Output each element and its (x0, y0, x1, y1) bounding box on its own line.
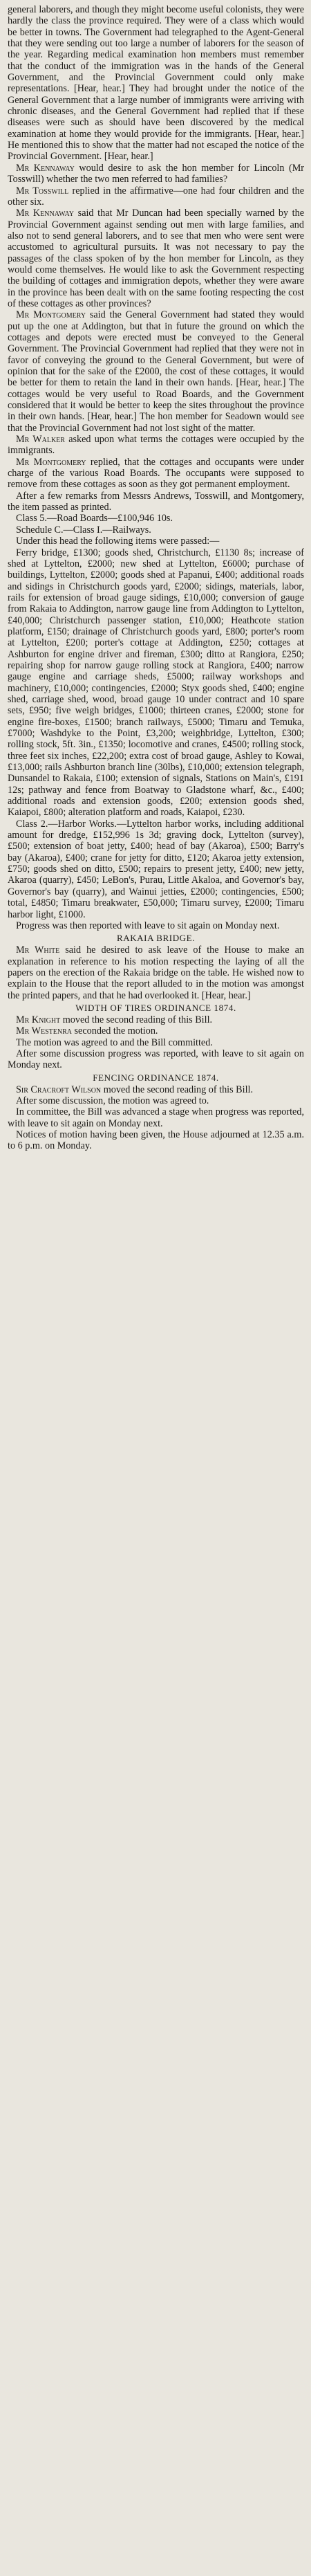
paragraph (8, 513, 304, 524)
paragraph (8, 163, 304, 185)
speaker-name: Sir Cracroft Wilson (16, 1084, 102, 1095)
speaker-name: Mr Kennaway (16, 162, 75, 174)
paragraph (8, 1048, 304, 1071)
paragraph-text: After some discussion progress was reported, with leave to sit again on Monday next. (8, 1048, 304, 1071)
paragraph-text: Class 5.—Road Boards—£100,946 10s. (16, 513, 173, 524)
paragraph-text: Notices of motion having been given, the House adjourned at 12.35 a.m. to 6 p.m. on Monday. (8, 1129, 304, 1152)
paragraph-text: said that Mr Duncan had been specially warned by the Provincial Government against sending out men with large families, and also not to send general laborers, and to see that men who were sent were accustomed to agricultural pursuits. It was not necessary to pay the passages of the class spoken of by the hon member for Lincoln, as they would come themselves. He would like to ask the Government respecting the building of cottages and immigration depots, whether they were aware in the province has been dealt with on the same footing respecting the cost of these cottages as other provinces? (8, 208, 305, 309)
paragraph (8, 1095, 304, 1106)
paragraph-text: asked upon what terms the cottages were occupied by the immigrants. (8, 434, 305, 457)
speaker-name: Mr Montgomery (16, 309, 86, 321)
paragraph-text: In committee, the Bill was advanced a stage when progress was reported, with leave to sit again on Monday next. (8, 1106, 304, 1129)
paragraph (8, 536, 304, 547)
paragraph-text: Under this head the following items were passed:— (16, 536, 220, 547)
speaker-name: Mr White (16, 944, 60, 956)
speaker-name: Mr Montgomery (16, 456, 86, 468)
paragraph (8, 4, 304, 163)
paragraph-text: replied, that the cottages and occupants were under charge of the various Road Boards. The occupants were supposed to remove from these cottages as soon as they got permanent employment. (8, 456, 304, 491)
paragraph (8, 920, 304, 931)
paragraph (8, 185, 304, 208)
paragraph-text: would desire to ask the hon member for Lincoln (Mr Tosswill) whether the two men referred to had families? (8, 162, 305, 185)
speaker-name: Mr Tosswill (16, 185, 69, 197)
paragraph (8, 309, 304, 434)
paragraph (8, 1106, 304, 1129)
paragraph (8, 1084, 304, 1095)
paragraph (8, 1037, 304, 1048)
paragraph-text: Class 2.—Harbor Works.—Lyttelton harbor works, including additional amount for dredge, £152,996 1s 3d; graving dock, Lyttelton (survey), £500; extension of boat jetty, £400; head of bay (Akaroa), £500; Barry's bay (Akaroa), £400; crane for jetty for ditto, £120; Akaroa jetty extension, £750; goods shed on ditto, £500; repairs to present jetty, £400; new jetty, Akaroa (quarry), £450; LeBon's, Purau, Little Akaloa, and Governor's bay, Governor's bay (quarry), and Wainui jetties, £2000; contingencies, £500; total, £4850; Timaru breakwater, £50,000; Timaru survey, £2000; Timaru harbor light, £1000. (8, 818, 304, 920)
speaker-name: Mr Walker (16, 434, 65, 446)
paragraph-text: said he desired to ask leave of the House to make an explanation in reference to his motion respecting the laying of all the papers on the erection of the Rakaia bridge on the table. He wished now to explain to the House that the report alluded to in the motion was amongst the printed papers, and that he had overlooked it. [Hear, hear.] (8, 944, 304, 1001)
speaker-name: Mr Kennaway (16, 208, 75, 219)
speaker-name: Mr Knight (16, 1014, 61, 1025)
paragraph (8, 457, 304, 491)
paragraph (8, 547, 304, 819)
paragraph-text: moved the second reading of this Bill. (62, 1014, 213, 1025)
section-heading: RAKAIA BRIDGE. (116, 933, 196, 944)
paragraph-text: general laborers, and though they might become useful colonists, they were hardly the class the province required. They were of a class which would be better in towns. The Government had telegraphed to the Agent-General that they were sending out too large a number of laborers for the season of the year. Regarding medical examination hon members must remember that the conduct of the immigration was in the hands of the General Government, and the Provincial Government could only make representations. [Hear, hear.] They had brought under the notice of the General Government that a large number of immigrants were arriving with chronic diseases, and the General Government had replied that if these diseases were such as should have been discovered by the medical examination at home they would provide for the immigrants. [Hear, hear.] He mentioned this to show that the matter had not escaped the notice of the Provincial Government. [Hear, hear.] (8, 4, 304, 163)
section-heading: WIDTH OF TIRES ORDINANCE 1874. (75, 1002, 236, 1013)
paragraph-text: The motion was agreed to and the Bill committed. (16, 1036, 213, 1048)
paragraph (8, 1014, 304, 1025)
paragraph-text: said the General Government had stated they would put up the one at Addington, but that in future the ground on which the cottages and depots were erected must be conveyed to the General Government. The Provincial Government had replied that they were not in favor of conveying the ground to the General Government, but were of opinion that for the sake of the £2000, the cost of these cottages, it would be better for them to retain the land in their own hands. [Hear, hear.] The cottages would be very useful to Road Boards, and the Government considered that it would be better to keep the sites throughout the province in their own hands. [Hear, hear.] The hon member for Seadown would see that the Provincial Government had not lost sight of the matter. (8, 309, 304, 434)
paragraph-text: Schedule C.—Class I.—Railways. (16, 524, 151, 536)
paragraph-text: replied in the affirmative—one had four children and the other six. (8, 185, 304, 208)
paragraph-text: After a few remarks from Messrs Andrews, Tosswill, and Montgomery, the item passed as printed. (8, 490, 304, 513)
paragraph-text: moved the second reading of this Bill. (103, 1084, 254, 1095)
section-heading: FENCING ORDINANCE 1874. (93, 1072, 219, 1083)
paragraph (8, 434, 304, 457)
paragraph-text: After some discussion, the motion was agreed to. (16, 1095, 209, 1106)
paragraph (8, 1025, 304, 1036)
speaker-name: Mr Westenra (16, 1025, 72, 1037)
paragraph-text: seconded the motion. (74, 1025, 158, 1037)
paragraph (8, 524, 304, 536)
paragraph-text: Ferry bridge, £1300; goods shed, Christchurch, £1130 8s; increase of shed at Lyttelton, £2000; new shed at Lyttelton, £6000; purchase of buildings, Lyttelton, £2000; goods shed at Papanui, £400; additional roads and sidings in Christchurch goods yard, £2000; sidings, materials, labor, rails for extension of broad gauge sidings, £10,000; conversion of gauge from Rakaia to Addington, narrow gauge line from Addington to Lyttelton, £40,000; Christchurch passenger station, £10,000; Heathcote station platform, £150; drainage of Christchurch goods yard, £800; porter's room at Lyttelton, £200; porter's cottage at Addington, £250; cottages at Ashburton for engine driver and fireman, £300; ditto at Rangiora, £250; repairing shop for narrow gauge rolling stock at Rangiora, £400; narrow gauge engine and carriage sheds, £5000; railway workshops and machinery, £10,000; contingencies, £2000; Styx goods shed, £400; engine shed, carriage shed, wood, broad gauge 10 under contract and 10 spare sets, £950; five weigh bridges, £1000; thirteen cranes, £2000; stone for engine fire-boxes, £1500; branch railways, £5000; Timaru and Temuka, £7000; Washdyke to the Point, £3,200; weighbridge, Lyttelton, £300; rolling stock, 5ft. 3in., £1350; locomotive and cranes, £4500; rolling stock, three feet six inches, £22,200; extra cost of broad gauge, Ashley to Kowai, £13,000; rails Ashburton branch line (30lbs), £10,000; extension telegraph, Dunsandel to Rakaia, £100; extension of signals, Stations on Main's, £191 12s; pathway and fence from Boatway to Gladstone wharf, &c., £400; additional roads and extension goods, £200; extension goods shed, Kaiapoi, £800; alteration platform and roads, Kaiapoi, £230. (8, 547, 304, 819)
paragraph (8, 1129, 304, 1152)
paragraph (8, 208, 304, 309)
paragraph (8, 491, 304, 513)
paragraph (8, 944, 304, 1001)
paragraph-text: Progress was then reported with leave to sit again on Monday next. (16, 920, 280, 931)
paragraph (8, 819, 304, 920)
